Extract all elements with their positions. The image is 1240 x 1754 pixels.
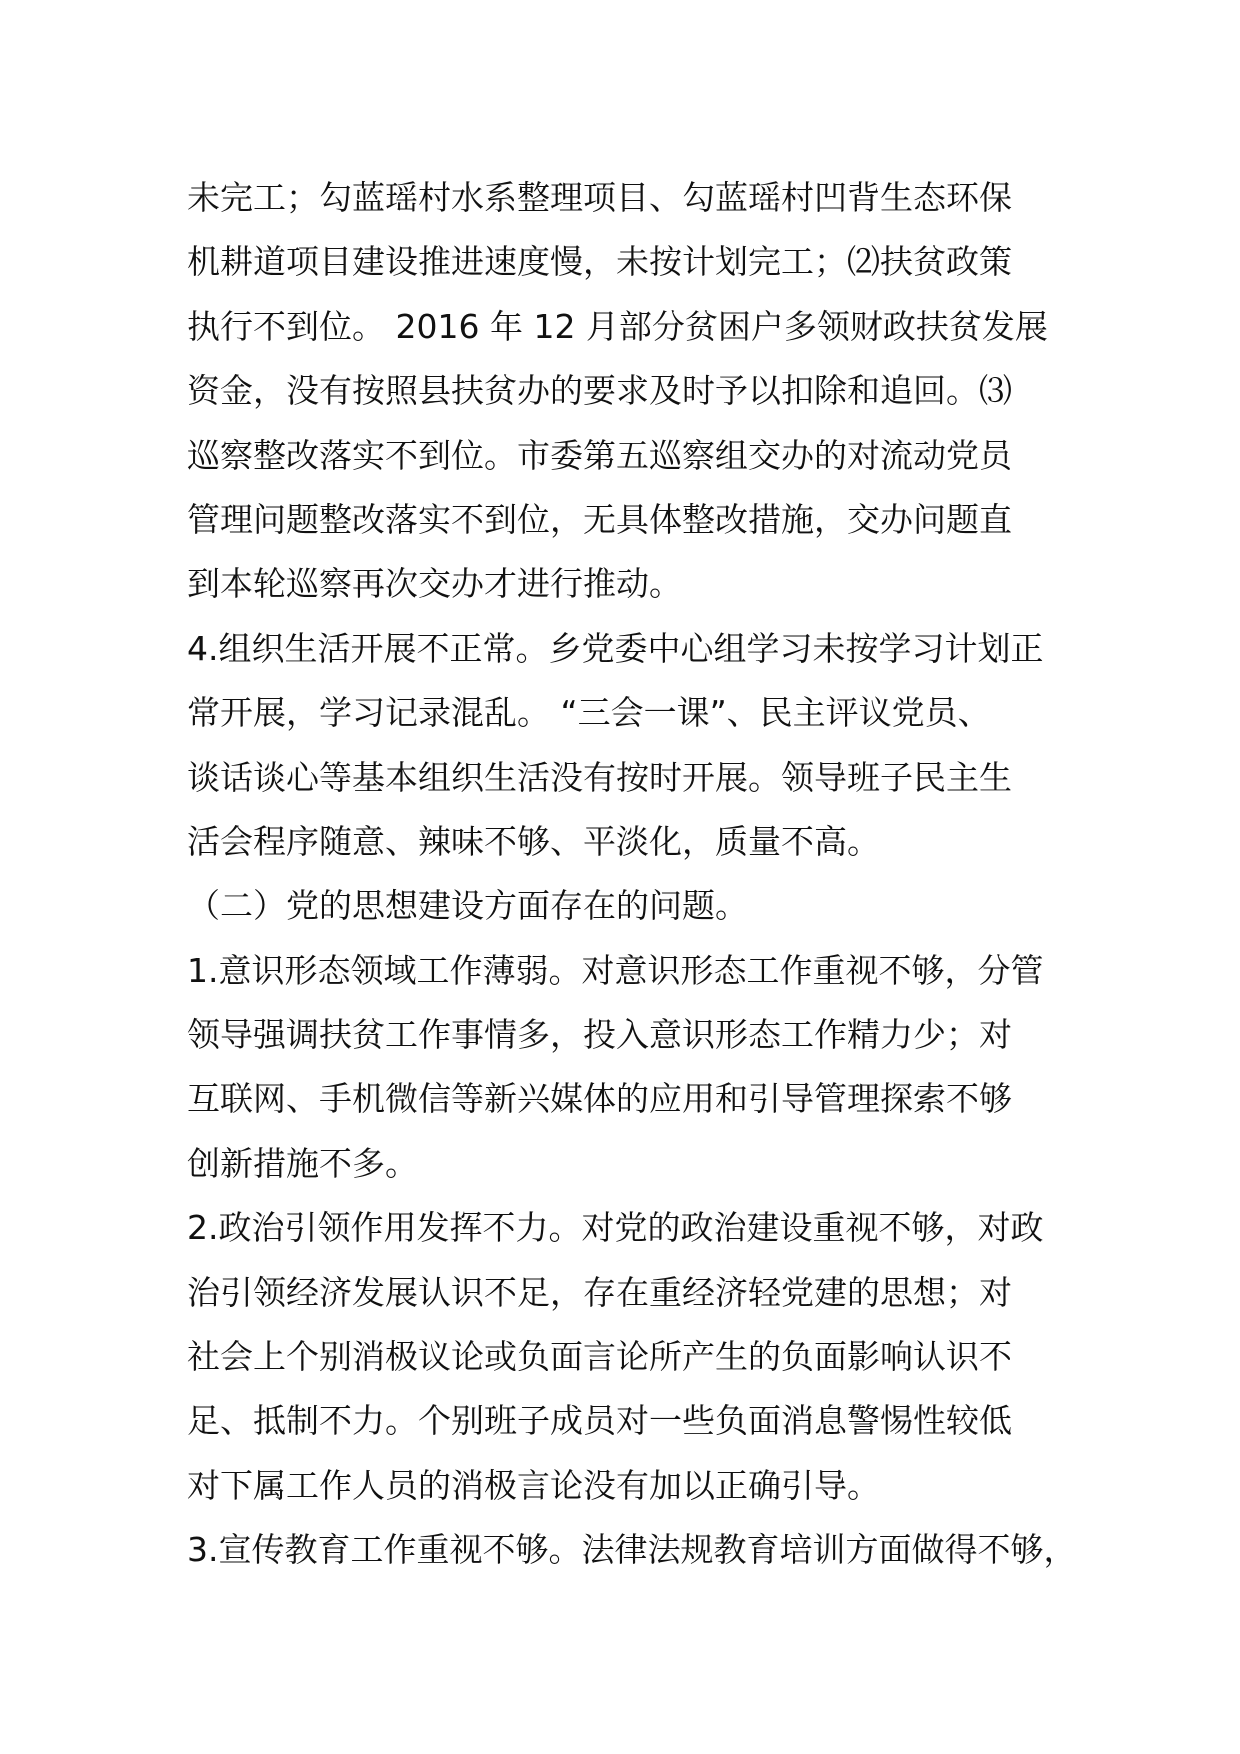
text-line: 创新措施不多。: [187, 1143, 418, 1183]
text-line: 活会程序随意、辣味不够、平淡化，质量不高。: [187, 821, 880, 861]
text-line: 2.政治引领作用发挥不力。对党的政治建设重视不够，对政: [187, 1208, 1044, 1248]
text-line: 领导强调扶贫工作事情多，投入意识形态工作精力少；对: [187, 1015, 1012, 1055]
text-line: 4.组织生活开展不正常。乡党委中心组学习未按学习计划正: [187, 628, 1044, 668]
text-line: 谈话谈心等基本组织生活没有按时开展。领导班子民主生: [187, 757, 1012, 797]
text-line: 足、抵制不力。个别班子成员对一些负面消息警惕性较低: [187, 1401, 1012, 1441]
text-line: 执行不到位。 2016 年 12 月部分贫困户多领财政扶贫发展: [187, 306, 1048, 346]
text-line: 互联网、手机微信等新兴媒体的应用和引导管理探索不够: [187, 1079, 1012, 1119]
text-line: 治引领经济发展认识不足，存在重经济轻党建的思想；对: [187, 1272, 1012, 1312]
text-line: 到本轮巡察再次交办才进行推动。: [187, 564, 682, 604]
section-heading: （二）党的思想建设方面存在的问题。: [187, 886, 748, 926]
document-body: [187, 166, 1077, 1583]
text-line: 管理问题整改落实不到位，无具体整改措施，交办问题直: [187, 499, 1012, 539]
text-line: 3.宣传教育工作重视不够。法律法规教育培训方面做得不够，: [187, 1530, 1077, 1570]
text-line: 1.意识形态领域工作薄弱。对意识形态工作重视不够，分管: [187, 950, 1044, 990]
text-line: 对下属工作人员的消极言论没有加以正确引导。: [187, 1465, 880, 1505]
text-line: 机耕道项目建设推进速度慢，未按计划完工；⑵扶贫政策: [187, 242, 1012, 282]
text-line: 社会上个别消极议论或负面言论所产生的负面影响认识不: [187, 1337, 1012, 1377]
text-line: 资金，没有按照县扶贫办的要求及时予以扣除和追回。⑶: [187, 371, 1012, 411]
text-line: 常开展，学习记录混乱。 “三会一课”、民主评议党员、: [187, 693, 991, 733]
text-line: 未完工；勾蓝瑶村水系整理项目、勾蓝瑶村凹背生态环保: [187, 178, 1012, 217]
text-line: 巡察整改落实不到位。市委第五巡察组交办的对流动党员: [187, 435, 1012, 475]
